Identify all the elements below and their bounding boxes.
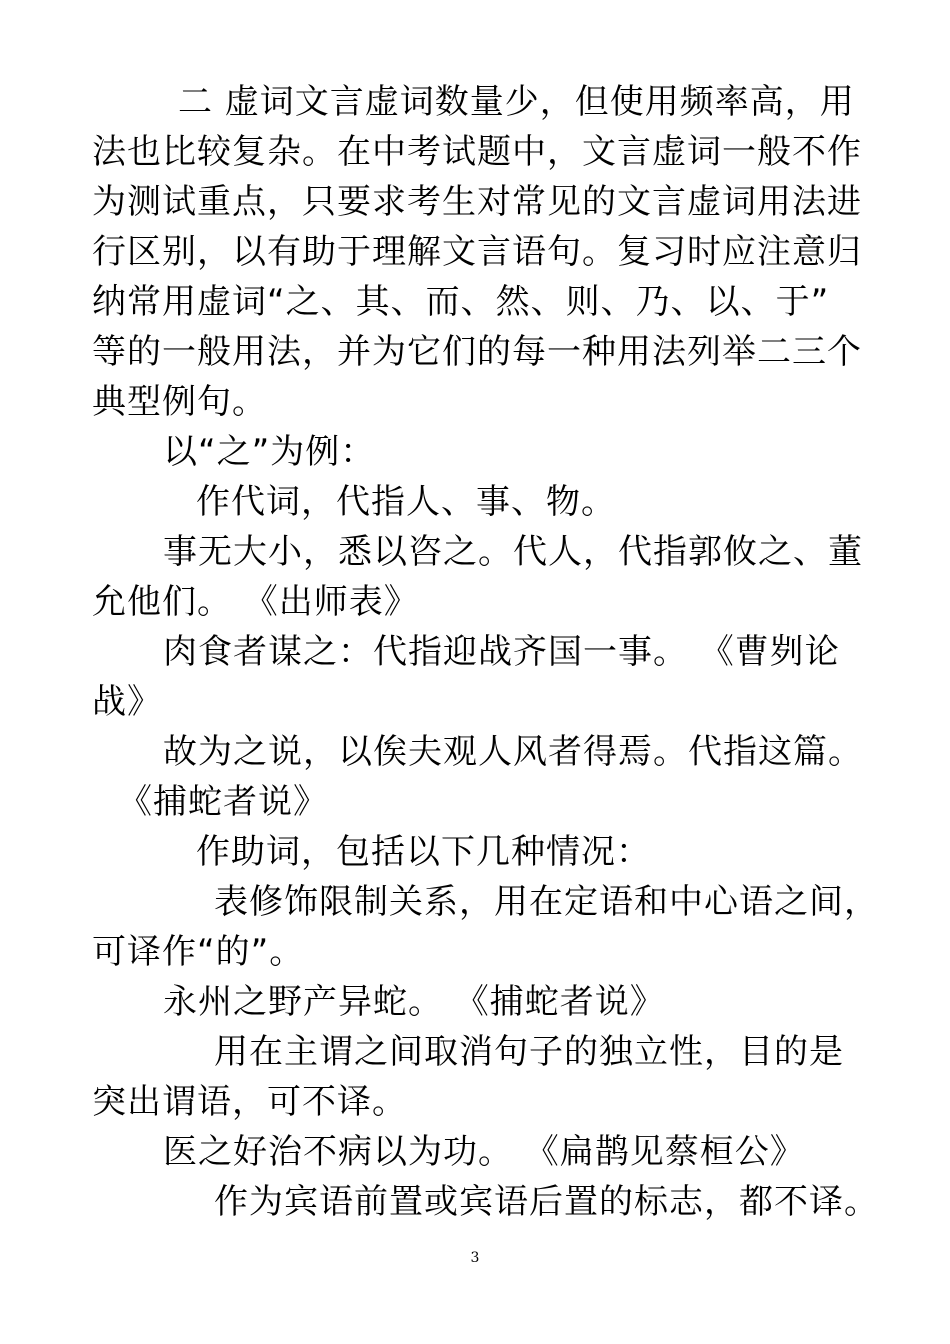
- text-line: 表修饰限制关系，用在定语和中心语之间，: [214, 882, 879, 922]
- text-line: 可译作“的”。: [92, 932, 305, 972]
- text-line: 法也比较复杂。在中考试题中，文言虚词一般不作: [92, 132, 862, 172]
- text-line: 医之好治不病以为功。 《扁鹊见蔡桓公》: [163, 1132, 805, 1172]
- text-line: 允他们。 《出师表》: [92, 582, 419, 622]
- text-line: 二 虚词文言虚词数量少，但使用频率高，用: [178, 82, 855, 122]
- text-line: 肉食者谋之：代指迎战齐国一事。 《曹刿论: [163, 632, 840, 672]
- text-line: 作为宾语前置或宾语后置的标志，都不译。: [214, 1182, 879, 1222]
- text-line: 永州之野产异蛇。 《捕蛇者说》: [163, 982, 665, 1022]
- text-line: 作助词，包括以下几种情况：: [196, 832, 651, 872]
- text-line: 战》: [92, 682, 162, 722]
- text-line: 纳常用虚词“之、其、而、然、则、乃、以、于”: [92, 282, 830, 322]
- text-line: 为测试重点，只要求考生对常见的文言虚词用法进: [92, 182, 862, 222]
- text-line: 等的一般用法，并为它们的每一种用法列举二三个: [92, 332, 862, 372]
- text-line: 《捕蛇者说》: [118, 782, 328, 822]
- text-line: 事无大小，悉以咨之。代人，代指郭攸之、董: [163, 532, 863, 572]
- text-line: 行区别，以有助于理解文言语句。复习时应注意归: [92, 232, 862, 272]
- page-number: 3: [470, 1250, 480, 1266]
- text-line: 突出谓语，可不译。: [92, 1082, 407, 1122]
- text-line: 用在主谓之间取消句子的独立性，目的是: [214, 1032, 844, 1072]
- text-line: 作代词，代指人、事、物。: [196, 482, 616, 522]
- text-line: 故为之说，以俟夫观人风者得焉。代指这篇。: [163, 732, 863, 772]
- text-line: 以“之”为例：: [163, 432, 376, 472]
- text-line: 典型例句。: [92, 382, 267, 422]
